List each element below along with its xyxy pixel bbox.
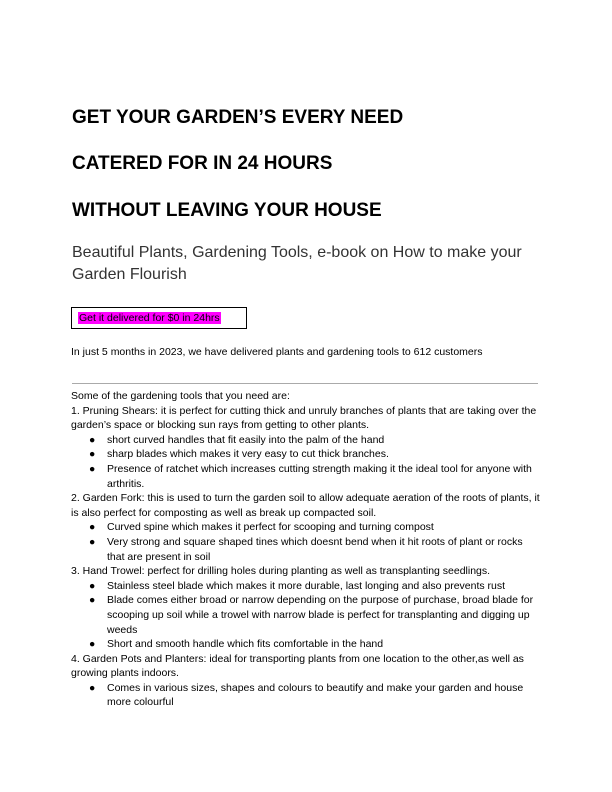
list-item-text: sharp blades which makes it very easy to cut thick branches. (107, 448, 389, 461)
cta-delivery-link[interactable]: Get it delivered for $0 in 24hrs (79, 312, 220, 324)
tool-item-pots-and-planters (71, 652, 541, 710)
list-item-text: Very strong and square shaped tines which doesnt bend when it hit roots of plant or rocks that are present in soil (107, 535, 523, 563)
list-item (71, 520, 541, 535)
tool-title: 4. Garden Pots and Planters: ideal for transporting plants from one location to the other,as well as growing plants indoors. (71, 652, 524, 680)
headline-line-3: WITHOUT LEAVING YOUR HOUSE (72, 200, 382, 221)
headline-line-2: CATERED FOR IN 24 HOURS (72, 153, 333, 174)
tool-title: 3. Hand Trowel: perfect for drilling holes during planting as well as transplanting seedlings. (71, 565, 491, 578)
list-item-text: Stainless steel blade which makes it more durable, last longing and also prevents rust (107, 579, 506, 592)
list-item (71, 462, 541, 491)
list-item-text: Short and smooth handle which fits comfortable in the hand (107, 638, 384, 651)
bullet-icon: ● (89, 433, 96, 446)
list-item-text: short curved handles that fit easily into the palm of the hand (107, 433, 385, 446)
tool-feature-list (71, 579, 541, 652)
list-item-text: Blade comes either broad or narrow depending on the purpose of purchase, broad blade for scooping up soil while a trowel with narrow blade is perfect for transplanting and digging up weeds (107, 594, 534, 636)
cta-box (71, 307, 247, 329)
headline-line-1: GET YOUR GARDEN’S EVERY NEED (72, 107, 404, 128)
subtitle: Beautiful Plants, Gardening Tools, e-book on How to make your Garden Flourish (72, 244, 522, 283)
tools-section (71, 389, 541, 710)
list-item (71, 637, 541, 652)
bullet-icon: ● (89, 681, 96, 694)
list-item-text: Curved spine which makes it perfect for scooping and turning compost (107, 521, 434, 534)
list-item (71, 681, 541, 710)
bullet-icon: ● (89, 535, 96, 548)
bullet-icon: ● (89, 448, 96, 461)
bullet-icon: ● (89, 638, 96, 651)
delivery-stat-text: In just 5 months in 2023, we have delivered plants and gardening tools to 612 customers (71, 346, 483, 358)
list-item (71, 433, 541, 448)
tool-item-hand-trowel (71, 564, 541, 652)
tool-feature-list (71, 681, 541, 710)
list-item (71, 447, 541, 462)
bullet-icon: ● (89, 521, 96, 534)
horizontal-divider (72, 383, 538, 384)
bullet-icon: ● (89, 579, 96, 592)
list-item-text: Presence of ratchet which increases cutting strength making it the ideal tool for anyone with arthritis. (107, 462, 532, 490)
tool-item-pruning-shears (71, 404, 541, 492)
bullet-icon: ● (89, 462, 96, 475)
tool-item-garden-fork (71, 491, 541, 564)
tool-feature-list (71, 433, 541, 491)
tool-title: 1. Pruning Shears: it is perfect for cutting thick and unruly branches of plants that are taking over the garden’s space or blocking sun rays from getting to other plants. (71, 404, 537, 432)
list-item (71, 535, 541, 564)
tool-feature-list (71, 520, 541, 564)
list-item (71, 579, 541, 594)
list-item-text: Comes in various sizes, shapes and colours to beautify and make your garden and house more colourful (107, 681, 524, 709)
tool-title: 2. Garden Fork: this is used to turn the garden soil to allow adequate aeration of the roots of plants, it is also perfect for composting as well as break up compacted soil. (71, 492, 540, 519)
list-item (71, 593, 541, 637)
tools-intro: Some of the gardening tools that you need are: (71, 390, 290, 402)
bullet-icon: ● (89, 594, 96, 607)
